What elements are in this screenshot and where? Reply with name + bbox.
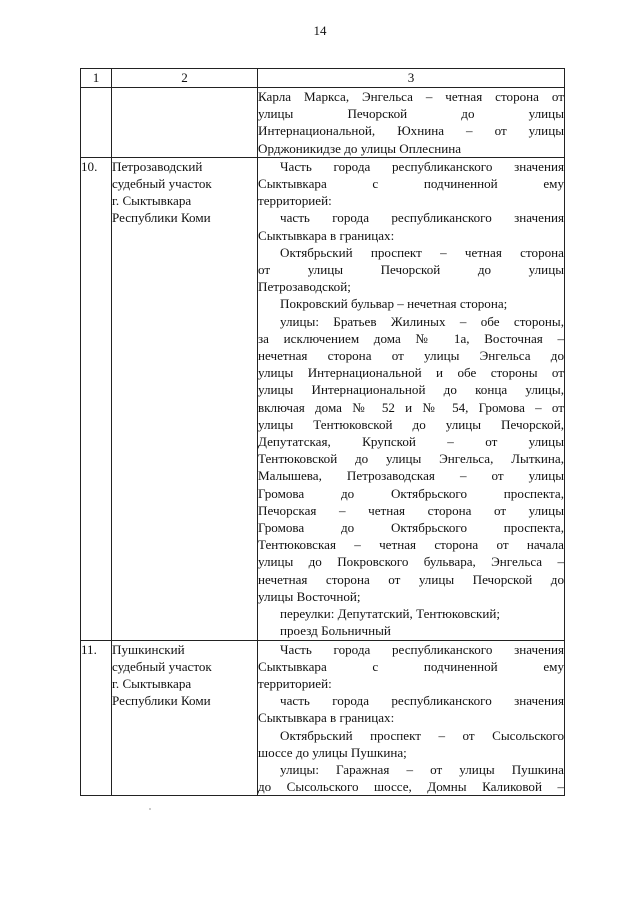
boundary-text-line: Карла Маркса, Энгельса – четная сторона от <box>258 89 564 104</box>
table-row <box>81 157 565 640</box>
boundary-text-line: Громова до Октябрьского проспекта, <box>258 520 564 536</box>
boundary-text-line: Октябрьский проспект – четная сторона <box>280 244 564 260</box>
page-number: 14 <box>313 23 327 38</box>
boundary-text-line: территорией: <box>258 193 332 209</box>
court-name-line: Республики Коми <box>112 210 211 226</box>
court-name-cell <box>112 157 258 640</box>
boundary-text-line: Сыктывкара в границах: <box>258 710 395 726</box>
boundary-text-line: часть города республиканского значения <box>280 210 564 226</box>
boundary-text-line: Интернациональной, Юхнина – от улицы <box>258 123 564 139</box>
boundary-text-line: шоссе до улицы Пушкина; <box>258 744 407 760</box>
boundary-text-line: улицы до Покровского бульвара, Энгельса – <box>258 554 564 570</box>
boundary-text-line: Тентюковская – четная сторона от начала <box>258 537 564 553</box>
boundary-text-line: Сыктывкара с подчиненной ему <box>258 176 564 192</box>
boundaries-cell <box>258 157 565 640</box>
boundary-text-line: улицы Интернациональной до конца улицы, <box>258 382 564 398</box>
header-col-2: 2 <box>112 69 258 88</box>
court-name-line: Республики Коми <box>112 693 211 709</box>
table-header-row <box>81 69 565 88</box>
court-name-line: г. Сыктывкара <box>112 193 192 209</box>
boundary-text-line: улицы Печорской до улицы <box>258 106 564 122</box>
scan-speck <box>149 808 151 810</box>
boundary-text-line: до Сысольского шоссе, Домны Каликовой – <box>258 779 564 795</box>
boundary-text-line: Петрозаводской; <box>258 279 351 295</box>
boundary-text-line: Сыктывкара с подчиненной ему <box>258 658 564 674</box>
boundary-text-line: Депутатская, Крупской – от улицы <box>258 434 564 450</box>
boundary-text-line: нечетная сторона от улицы Печорской до <box>258 571 564 587</box>
table-row <box>81 88 565 158</box>
boundaries-cell <box>258 88 565 158</box>
boundary-text-line: проезд Больничный <box>280 623 391 639</box>
boundary-text-line: улицы Интернациональной и обе стороны от <box>258 365 564 381</box>
boundary-text-line: Часть города республиканского значения <box>280 158 564 174</box>
boundary-text-line: улицы Восточной; <box>258 588 361 604</box>
table-row <box>81 640 565 796</box>
court-name-line: Петрозаводский <box>112 158 203 174</box>
boundary-text-line: улицы Тентюковской до улицы Печорской, <box>258 416 564 432</box>
boundary-text-line: улицы: Гаражная – от улицы Пушкина <box>280 761 564 777</box>
row-number <box>81 88 112 158</box>
header-col-3: 3 <box>258 69 565 88</box>
court-name-line: судебный участок <box>112 658 212 674</box>
court-districts-table <box>80 68 565 796</box>
boundary-text-line: Сыктывкара в границах: <box>258 227 395 243</box>
boundary-text-line: территорией: <box>258 675 332 691</box>
row-number: 10. <box>81 157 112 640</box>
boundary-text-line: Часть города республиканского значения <box>280 641 564 657</box>
header-col-1: 1 <box>81 69 112 88</box>
boundary-text-line: Орджоникидзе до улицы Оплеснина <box>258 140 462 156</box>
boundaries-cell <box>258 640 565 796</box>
boundary-text-line: Тентюковской до улицы Энгельса, Лыткина, <box>258 451 564 467</box>
boundary-text-line: Громова до Октябрьского проспекта, <box>258 485 564 501</box>
boundary-text-line: улицы: Братьев Жилиных – обе стороны, <box>280 313 564 329</box>
court-name-cell <box>112 640 258 796</box>
boundary-text-line: Малышева, Петрозаводская – от улицы <box>258 468 564 484</box>
court-name-cell <box>112 88 258 158</box>
boundary-text-line: от улицы Печорской до улицы <box>258 262 564 278</box>
boundary-text-line: Печорская – четная сторона от улицы <box>258 502 564 518</box>
boundary-text-line: Октябрьский проспект – от Сысольского <box>280 727 564 743</box>
boundary-text-line: за исключением дома № 1а, Восточная – <box>258 330 564 346</box>
court-name-line: судебный участок <box>112 176 212 192</box>
court-name-line: Пушкинский <box>112 641 185 657</box>
boundary-text-line: Покровский бульвар – нечетная сторона; <box>280 296 508 312</box>
boundary-text-line: переулки: Депутатский, Тентюковский; <box>280 606 501 622</box>
court-name-line: г. Сыктывкара <box>112 675 192 691</box>
boundary-text-line: часть города республиканского значения <box>280 693 564 709</box>
boundary-text-line: нечетная сторона от улицы Энгельса до <box>258 348 564 364</box>
row-number: 11. <box>81 640 112 796</box>
boundary-text-line: включая дома № 52 и № 54, Громова – от <box>258 399 564 415</box>
